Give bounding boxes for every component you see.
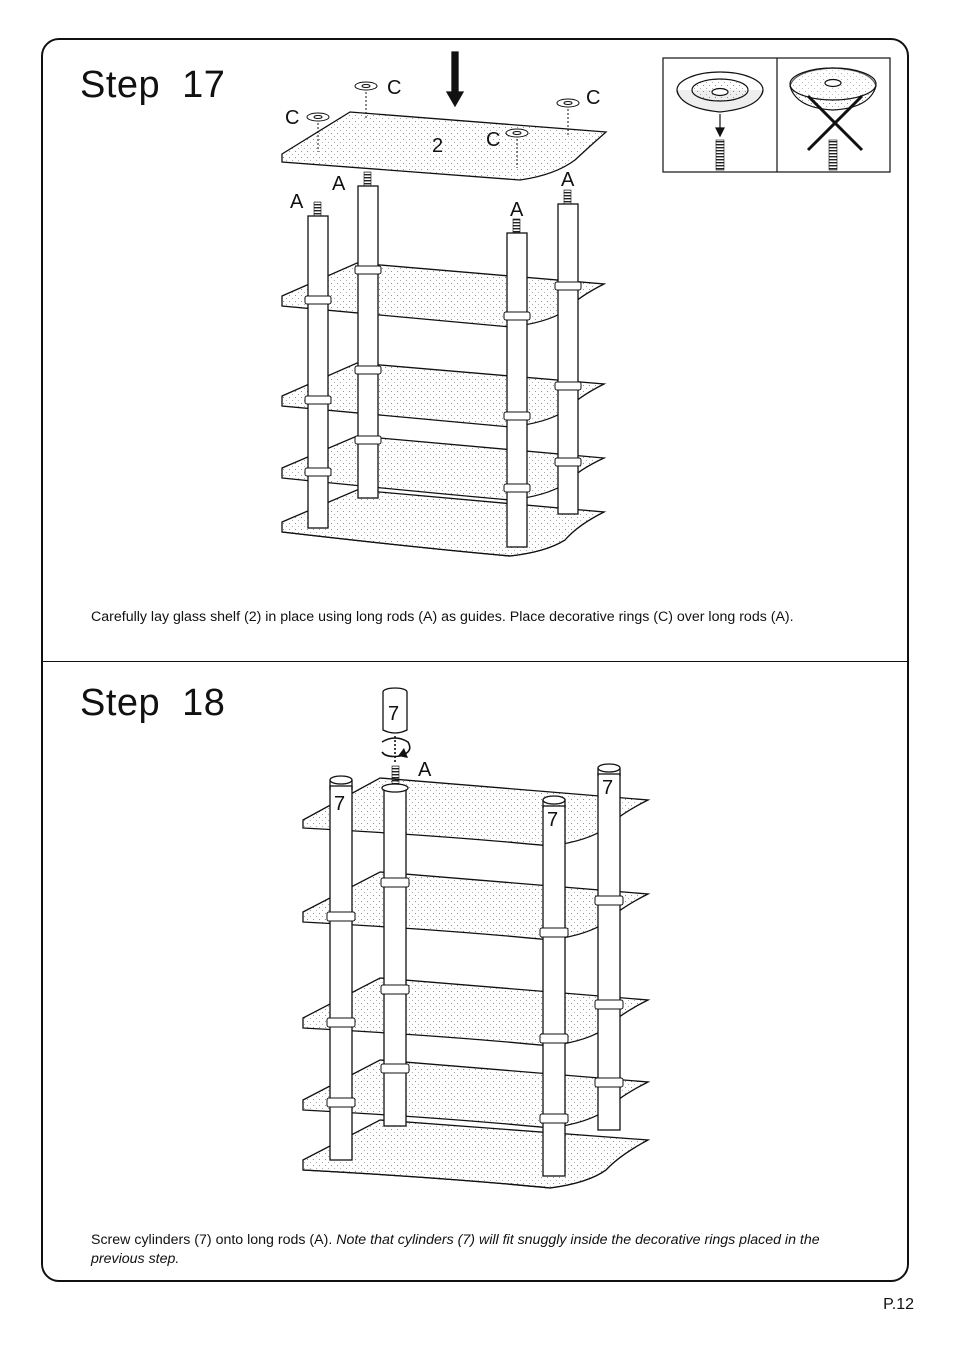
ring-orientation-inset: [663, 58, 890, 172]
label-shelf-2: 2: [432, 135, 444, 157]
page-number: P.12: [883, 1296, 914, 1313]
label-rod-a: A: [561, 169, 575, 191]
glass-shelf: [303, 872, 648, 940]
glass-shelf: [303, 978, 648, 1046]
rotate-arrow-icon: [382, 736, 410, 764]
step-18-caption: [91, 1231, 871, 1269]
label-ring-c: C: [387, 77, 402, 99]
glass-shelf: [282, 490, 604, 556]
step-17-caption: Carefully lay glass shelf (2) in place using long rods (A) as guides. Place decorative rings (C) over long rods (A).: [91, 609, 794, 625]
step-18-number: 18: [182, 682, 226, 724]
glass-shelf-2: [282, 112, 606, 180]
step-17-shelf-unit: [282, 52, 606, 556]
step-18-caption-text: Screw cylinders (7) onto long rods (A).: [91, 1232, 337, 1248]
label-rod-a: A: [332, 173, 346, 195]
label-cylinder-7: 7: [547, 809, 559, 831]
label-ring-c: C: [285, 107, 300, 129]
step-18-shelf-unit: [303, 688, 648, 1188]
label-cylinder-7: 7: [388, 703, 400, 725]
label-cylinder-7: 7: [334, 793, 346, 815]
label-rod-a: A: [418, 759, 432, 781]
label-ring-c: C: [586, 87, 601, 109]
glass-shelf: [303, 1120, 648, 1188]
glass-shelf: [282, 363, 604, 427]
label-ring-c: C: [486, 129, 501, 151]
label-rod-a: A: [290, 191, 304, 213]
label-cylinder-7: 7: [602, 777, 614, 799]
step-18-caption-note: Note that cylinders (7) will fit snuggly inside the decorative rings placed in the previous step.: [91, 1232, 820, 1267]
glass-shelf: [282, 263, 604, 327]
step-17-word: Step: [80, 64, 161, 106]
glass-shelf: [303, 1060, 648, 1128]
step-18-word: Step: [80, 682, 161, 724]
label-rod-a: A: [510, 199, 524, 221]
glass-shelf: [303, 778, 648, 846]
step-17-number: 17: [182, 64, 226, 106]
down-arrow-icon: [447, 52, 463, 106]
